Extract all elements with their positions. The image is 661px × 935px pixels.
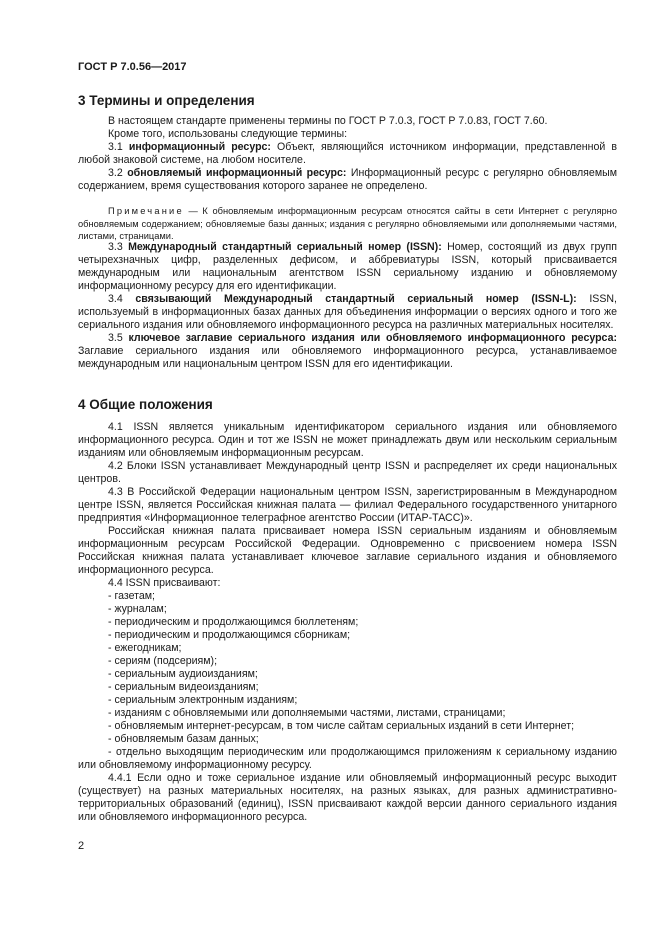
term-definition: Объект, являющийся источником информации, представленной в любой знаковой системе, на любом носителе. [78, 141, 618, 166]
term-3-5 [78, 332, 617, 371]
paragraph: 4.3 В Российской Федерации национальным центром ISSN, зарегистрированным в Международном центре ISSN, является Российская книжная палата — филиал Федерального государственного унитарного предприятия «Информационное телеграфное агентство России (ИТАР-ТАСС)». [78, 486, 617, 524]
paragraph: Российская книжная палата присваивает номера ISSN сериальным изданиям и обновляемым информационным ресурсам Российской Федерации. Одновременно с присвоением номера ISSN Российская книжная палата устанавливает ключевое заглавие сериального издания и обновляемого информационного ресурса. [78, 525, 617, 576]
term-name: обновляемый информационный ресурс: [127, 167, 347, 179]
term-number: 3.3 [108, 241, 129, 253]
term-number: 3.5 [108, 332, 129, 344]
section-4-body [78, 421, 617, 824]
term-name: информационный ресурс: [128, 141, 271, 153]
section-3-intro [78, 115, 617, 193]
term-name: Международный стандартный сериальный номер (ISSN): [128, 241, 442, 253]
paragraph: 4.4 ISSN присваивают: [108, 577, 221, 589]
note-label: Примечание [108, 206, 184, 216]
section-4-heading: 4 Общие положения [78, 397, 213, 412]
list-item: - обновляемым базам данных; [108, 733, 259, 745]
list-item: - газетам; [108, 590, 156, 602]
list-item: - ежегодникам; [108, 642, 182, 654]
list-item: - изданиям с обновляемыми или дополняемыми частями, листами, страницами; [108, 707, 506, 719]
note [78, 205, 617, 243]
list-item: - периодическим и продолжающимся бюллетеням; [108, 616, 359, 628]
paragraph: 4.1 ISSN является уникальным идентификатором сериального издания или обновляемого информационного ресурса. Один и тот же ISSN не может принадлежать двум или нескольким сериальным изданиям или обновляемым информационным ресурсам. [78, 421, 617, 459]
term-definition: Заглавие сериального издания или обновляемого информационного ресурса, устанавливаемое международным или национальным центром ISSN для его идентификации. [78, 345, 617, 370]
term-definition: Номер, состоящий из двух групп четырехзначных цифр, разделенных дефисом, и аббревиатуры ISSN, который присваивается международным или национальным агентством ISSN сериальному изданию и обновляемому информационному ресурсу для его идентификации. [78, 241, 617, 292]
term-definition: Информационный ресурс с регулярно обновляемым содержанием, время существования которого заранее не определено. [78, 167, 617, 192]
list-item: - сериальным видеоизданиям; [108, 681, 259, 693]
term-number: 3.2 [108, 167, 128, 179]
list-item: - обновляемым интернет-ресурсам, в том числе сайтам сериальных изданий в сети Интернет; [108, 720, 575, 732]
list-item: - сериальным аудиоизданиям; [108, 668, 258, 680]
paragraph: 4.4.1 Если одно и тоже сериальное издание или обновляемый информационный ресурс выходит (существует) на разных материальных носителях, на разных языках, для разных административно-территориальных образований (единиц), ISSN присваивают каждой версии данного сериального издания или обновляемого информационного ресурса. [78, 772, 617, 823]
paragraph: В настоящем стандарте применены термины по ГОСТ Р 7.0.3, ГОСТ Р 7.0.83, ГОСТ 7.60. [108, 115, 548, 127]
document-header: ГОСТ Р 7.0.56—2017 [78, 61, 187, 73]
term-definition: ISSN, используемый в информационных базах данных для объединения информации о версиях одного и того же сериального издания или обновляемого информационного ресурса на различных материальных носителях. [78, 293, 617, 331]
list-item: - журналам; [108, 603, 167, 615]
term-3-2 [78, 167, 617, 193]
section-3-heading: 3 Термины и определения [78, 93, 255, 108]
term-3-1 [78, 141, 617, 167]
term-number: 3.1 [108, 141, 129, 153]
paragraph: Кроме того, использованы следующие термины: [108, 128, 348, 140]
section-3-terms [78, 241, 617, 371]
term-name: связывающий Международный стандартный сериальный номер (ISSN-L): [135, 293, 577, 305]
list-item: - сериям (подсериям); [108, 655, 218, 667]
list-item: - сериальным электронным изданиям; [108, 694, 298, 706]
term-3-3 [78, 241, 617, 293]
note-text: — К обновляемым информационным ресурсам относятся сайты в сети Интернет с регулярно обновляемым содержанием; обновляемые базы данных; издания с регулярно обновляемыми или дополняемыми частями, листами, страницами. [78, 206, 617, 241]
list-item: - отдельно выходящим периодическим или продолжающимся приложениям к сериальному изданию или обновляемому информационному ресурсу. [78, 746, 617, 771]
term-3-4 [78, 293, 617, 332]
page-number: 2 [78, 840, 85, 852]
term-number: 3.4 [108, 293, 136, 305]
list-item: - периодическим и продолжающимся сборникам; [108, 629, 351, 641]
term-name: ключевое заглавие сериального издания или обновляемого информационного ресурса: [128, 332, 617, 344]
paragraph: 4.2 Блоки ISSN устанавливает Международный центр ISSN и распределяет их среди национальных центров. [78, 460, 617, 485]
